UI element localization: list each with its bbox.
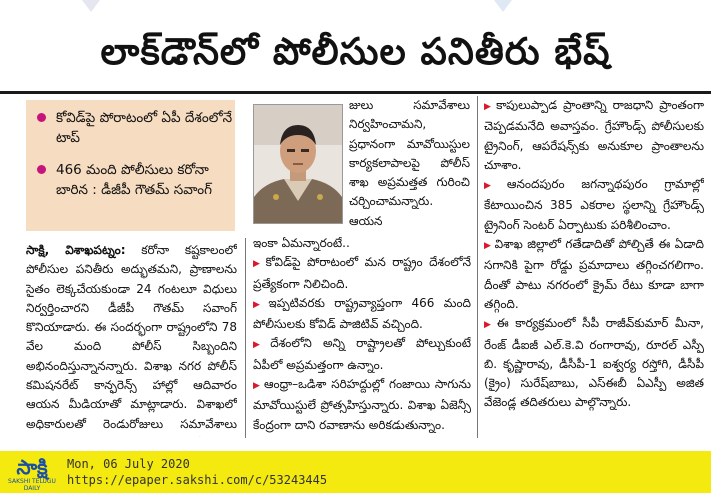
footer-date: Mon, 06 July 2020 (67, 457, 190, 471)
column-2 (253, 234, 471, 440)
highlights-box (26, 100, 235, 231)
bullet-icon (37, 165, 46, 174)
headline-rule (0, 91, 711, 94)
column-rule (245, 238, 246, 438)
list-item: ▶ ఆంధ్రా–ఒడిశా సరిహద్దుల్లో గంజాయి సాగును మావోయిస్టులే ప్రోత్సహిస్తున్నారు. విశాఖ ఏజెన్సీ కేంద్రంగా దాని రవాణాను అరికడుతున్నాం. (253, 377, 471, 432)
arrow-bullet-icon: ▶ (484, 320, 494, 331)
sakshi-logo (5, 455, 59, 492)
column-rule (477, 96, 478, 438)
column-3 (484, 96, 704, 440)
arrow-bullet-icon: ▶ (484, 102, 494, 112)
arrow-bullet-icon: ▶ (253, 299, 266, 310)
arrow-bullet-icon: ▶ (484, 241, 492, 252)
list-item: ▶ విశాఖ జిల్లాలో గతేడాదితో పోల్చితే ఈ ఏడాది సగానికి పైగా రోడ్డు ప్రమాదాలు తగ్గించగలిగాం. దీంతో పాటు నగరంలో క్రైమ్ రేటు కూడా బాగా తగ్గింది. (484, 237, 704, 311)
list-item: ▶ కాపులుప్పాడ ప్రాంతాన్ని రాజధాని ప్రాంతంగా చెప్పడమనేది అవాస్తవం. గ్రేహౌండ్స్ పోలీసులకు ట్రైనింగ్, ఆపరేషన్స్‌కు అనుకూల ప్రాంతాలను చూశాం. (484, 98, 704, 172)
col1-body: కరోనా కష్టకాలంలో పోలీసుల పనితీరు అద్భుతమని, ప్రాణాలను సైతం లెక్కచేయకుండా 24 గంటలూ విధులు నిర్వర్తించారని డీజీపీ గౌతమ్ సవాంగ్ కొనియాడారు. ఈ సందర్భంగా రాష్ట్రంలోని 78 వేల మంది పోలీస్ సిబ్బందిని అభినందిస్తున్నానన్నారు. విశాఖ నగర పోలీస్ కమిషనరేట్ కాన్ఫరెన్స్ హాల్లో ఆదివారం ఆయన మీడియాతో మాట్లాడారు. విశాఖలో అధికారులతో రెండురోజులు సమావేశాలు (26, 243, 237, 431)
highlight-text: 466 మంది పోలీసులు కరోనా బారిన : డీజీపీ గౌతమ్ సవాంగ్ (56, 162, 212, 198)
logo-text: సాక్షి (16, 455, 48, 479)
list-item: ▶ ఇప్పటివరకు రాష్ట్రవ్యాప్తంగా 466 మంది పోలీసులకు కోవిడ్ పాజిటివ్ వచ్చింది. (253, 295, 471, 332)
list-item: ▶ దేశంలోని అన్ని రాష్ట్రాలతో పోల్చుకుంటే ఏపీలో అప్రమత్తంగా ఉన్నాం. (253, 336, 471, 372)
portrait-photo (253, 104, 343, 224)
footer-url[interactable]: https://epaper.sakshi.com/c/53243445 (67, 473, 328, 487)
logo-subtext: SAKSHI TELUGU DAILY (8, 478, 56, 492)
bullet-icon (37, 113, 46, 122)
dateline: సాక్షి, విశాఖపట్నం: (26, 243, 126, 257)
col1-continuation: జులు సమావేశాలు నిర్వహించామని, ప్రధానంగా మావోయిస్టుల కార్యకలాపాలపై పోలీస్ శాఖ అప్రమత్తత గురించి చర్చించామన్నారు. ఆయన (349, 98, 470, 228)
headline: లాక్‌డౌన్‌లో పోలీసుల పనితీరు భేష్ (100, 30, 611, 73)
col1-tail: ఇంకా ఏమన్నారంటే.. (253, 236, 350, 250)
highlight-text: కోవిడ్‌పై పోరాటంలో ఏపీ దేశంలోనే టాప్ (56, 110, 233, 146)
top-decoration (0, 0, 711, 16)
list-item: ▶ ఆనందపురం జగన్నాథపురం గ్రామాల్లో కేటాయించిన 385 ఎకరాల స్థలాన్ని గ్రేహౌండ్స్ ట్రైనింగ్ సెంటర్ ఏర్పాటుకు పరిశీలించాం. (484, 177, 704, 232)
highlight-item (40, 160, 241, 200)
list-item: ▶ కోవిడ్‌పై పోరాటంలో మన రాష్ట్రం దేశంలోనే ప్రత్యేకంగా నిలిచింది. (253, 255, 471, 291)
arrow-bullet-icon: ▶ (253, 381, 261, 392)
arrow-bullet-icon: ▶ (253, 259, 263, 270)
arrow-bullet-icon: ▶ (253, 340, 268, 351)
highlight-item (40, 108, 241, 148)
arrow-bullet-icon: ▶ (484, 181, 504, 192)
column-2-top (349, 96, 470, 232)
list-item: ▶ ఈ కార్యక్రమంలో సీపీ రాజీవ్‌కుమార్ మీనా, రేంజ్ డీఐజీ ఎల్.కె.వి రంగారావు, రూరల్ ఎస్పీ బి. కృష్ణారావు, డీసీపీ-1 ఐశ్వర్య రస్తోగి, డీసీపీ (క్రైం) సురేష్‌బాబు, ఎస్ఈబీ ఏఎస్పీ అజిత వేజెండ్ల తదితరులు పాల్గొన్నారు. (484, 316, 704, 410)
column-1 (26, 241, 237, 437)
portrait-image (254, 105, 342, 223)
